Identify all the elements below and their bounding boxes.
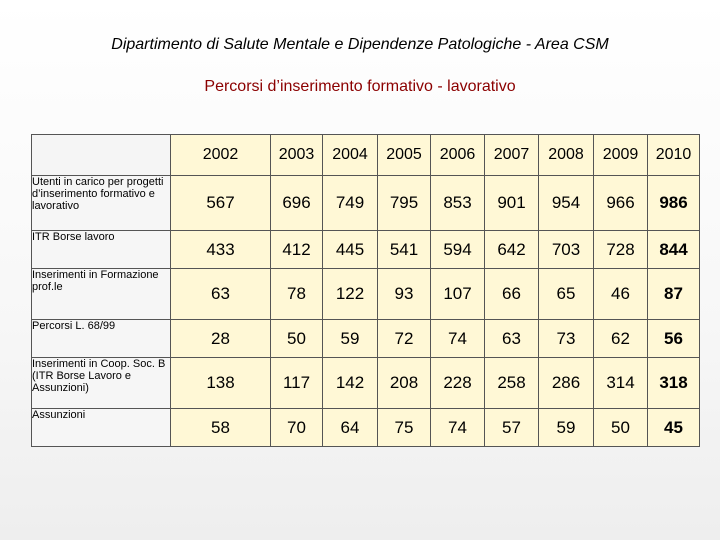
table-row (32, 320, 700, 358)
value-cell: 74 (431, 409, 485, 447)
value-cell: 46 (594, 269, 648, 320)
value-cell: 433 (171, 231, 271, 269)
data-table (31, 134, 700, 447)
page-subtitle: Percorsi d’inserimento formativo - lavorativo (204, 78, 516, 95)
table-row (32, 358, 700, 409)
value-cell: 901 (485, 176, 539, 231)
value-cell: 63 (485, 320, 539, 358)
year-header: 2005 (378, 135, 431, 176)
value-cell: 57 (485, 409, 539, 447)
row-label: Utenti in carico per progetti d’inserimento formativo e lavorativo (32, 176, 171, 231)
value-cell: 228 (431, 358, 485, 409)
row-label: Inserimenti in Coop. Soc. B (ITR Borse Lavoro e Assunzioni) (32, 358, 171, 409)
value-cell: 50 (271, 320, 323, 358)
value-cell: 749 (323, 176, 378, 231)
value-cell: 318 (648, 358, 700, 409)
year-header: 2010 (648, 135, 700, 176)
table-row (32, 409, 700, 447)
value-cell: 966 (594, 176, 648, 231)
value-cell: 65 (539, 269, 594, 320)
value-cell: 122 (323, 269, 378, 320)
value-cell: 74 (431, 320, 485, 358)
value-cell: 58 (171, 409, 271, 447)
value-cell: 78 (271, 269, 323, 320)
value-cell: 59 (323, 320, 378, 358)
value-cell: 28 (171, 320, 271, 358)
value-cell: 208 (378, 358, 431, 409)
value-cell: 286 (539, 358, 594, 409)
value-cell: 117 (271, 358, 323, 409)
table-row (32, 176, 700, 231)
value-cell: 70 (271, 409, 323, 447)
row-label: Inserimenti in Formazione prof.le (32, 269, 171, 320)
value-cell: 107 (431, 269, 485, 320)
value-cell: 93 (378, 269, 431, 320)
value-cell: 45 (648, 409, 700, 447)
year-header: 2004 (323, 135, 378, 176)
value-cell: 258 (485, 358, 539, 409)
value-cell: 986 (648, 176, 700, 231)
value-cell: 59 (539, 409, 594, 447)
value-cell: 72 (378, 320, 431, 358)
row-label: Percorsi L. 68/99 (32, 320, 171, 358)
header-row (32, 135, 700, 176)
table-row (32, 231, 700, 269)
row-label: Assunzioni (32, 409, 171, 447)
value-cell: 954 (539, 176, 594, 231)
value-cell: 75 (378, 409, 431, 447)
year-header: 2002 (171, 135, 271, 176)
value-cell: 445 (323, 231, 378, 269)
value-cell: 62 (594, 320, 648, 358)
value-cell: 795 (378, 176, 431, 231)
value-cell: 853 (431, 176, 485, 231)
value-cell: 138 (171, 358, 271, 409)
value-cell: 642 (485, 231, 539, 269)
year-header: 2006 (431, 135, 485, 176)
row-label: ITR Borse lavoro (32, 231, 171, 269)
table-row (32, 269, 700, 320)
value-cell: 541 (378, 231, 431, 269)
value-cell: 73 (539, 320, 594, 358)
value-cell: 142 (323, 358, 378, 409)
value-cell: 314 (594, 358, 648, 409)
year-header: 2007 (485, 135, 539, 176)
value-cell: 844 (648, 231, 700, 269)
value-cell: 594 (431, 231, 485, 269)
value-cell: 87 (648, 269, 700, 320)
value-cell: 412 (271, 231, 323, 269)
value-cell: 63 (171, 269, 271, 320)
year-header: 2009 (594, 135, 648, 176)
year-header: 2003 (271, 135, 323, 176)
value-cell: 696 (271, 176, 323, 231)
corner-cell (32, 135, 171, 176)
value-cell: 56 (648, 320, 700, 358)
value-cell: 66 (485, 269, 539, 320)
page-title: Dipartimento di Salute Mentale e Dipendenze Patologiche - Area CSM (111, 36, 609, 53)
value-cell: 703 (539, 231, 594, 269)
value-cell: 728 (594, 231, 648, 269)
value-cell: 64 (323, 409, 378, 447)
value-cell: 567 (171, 176, 271, 231)
value-cell: 50 (594, 409, 648, 447)
year-header: 2008 (539, 135, 594, 176)
